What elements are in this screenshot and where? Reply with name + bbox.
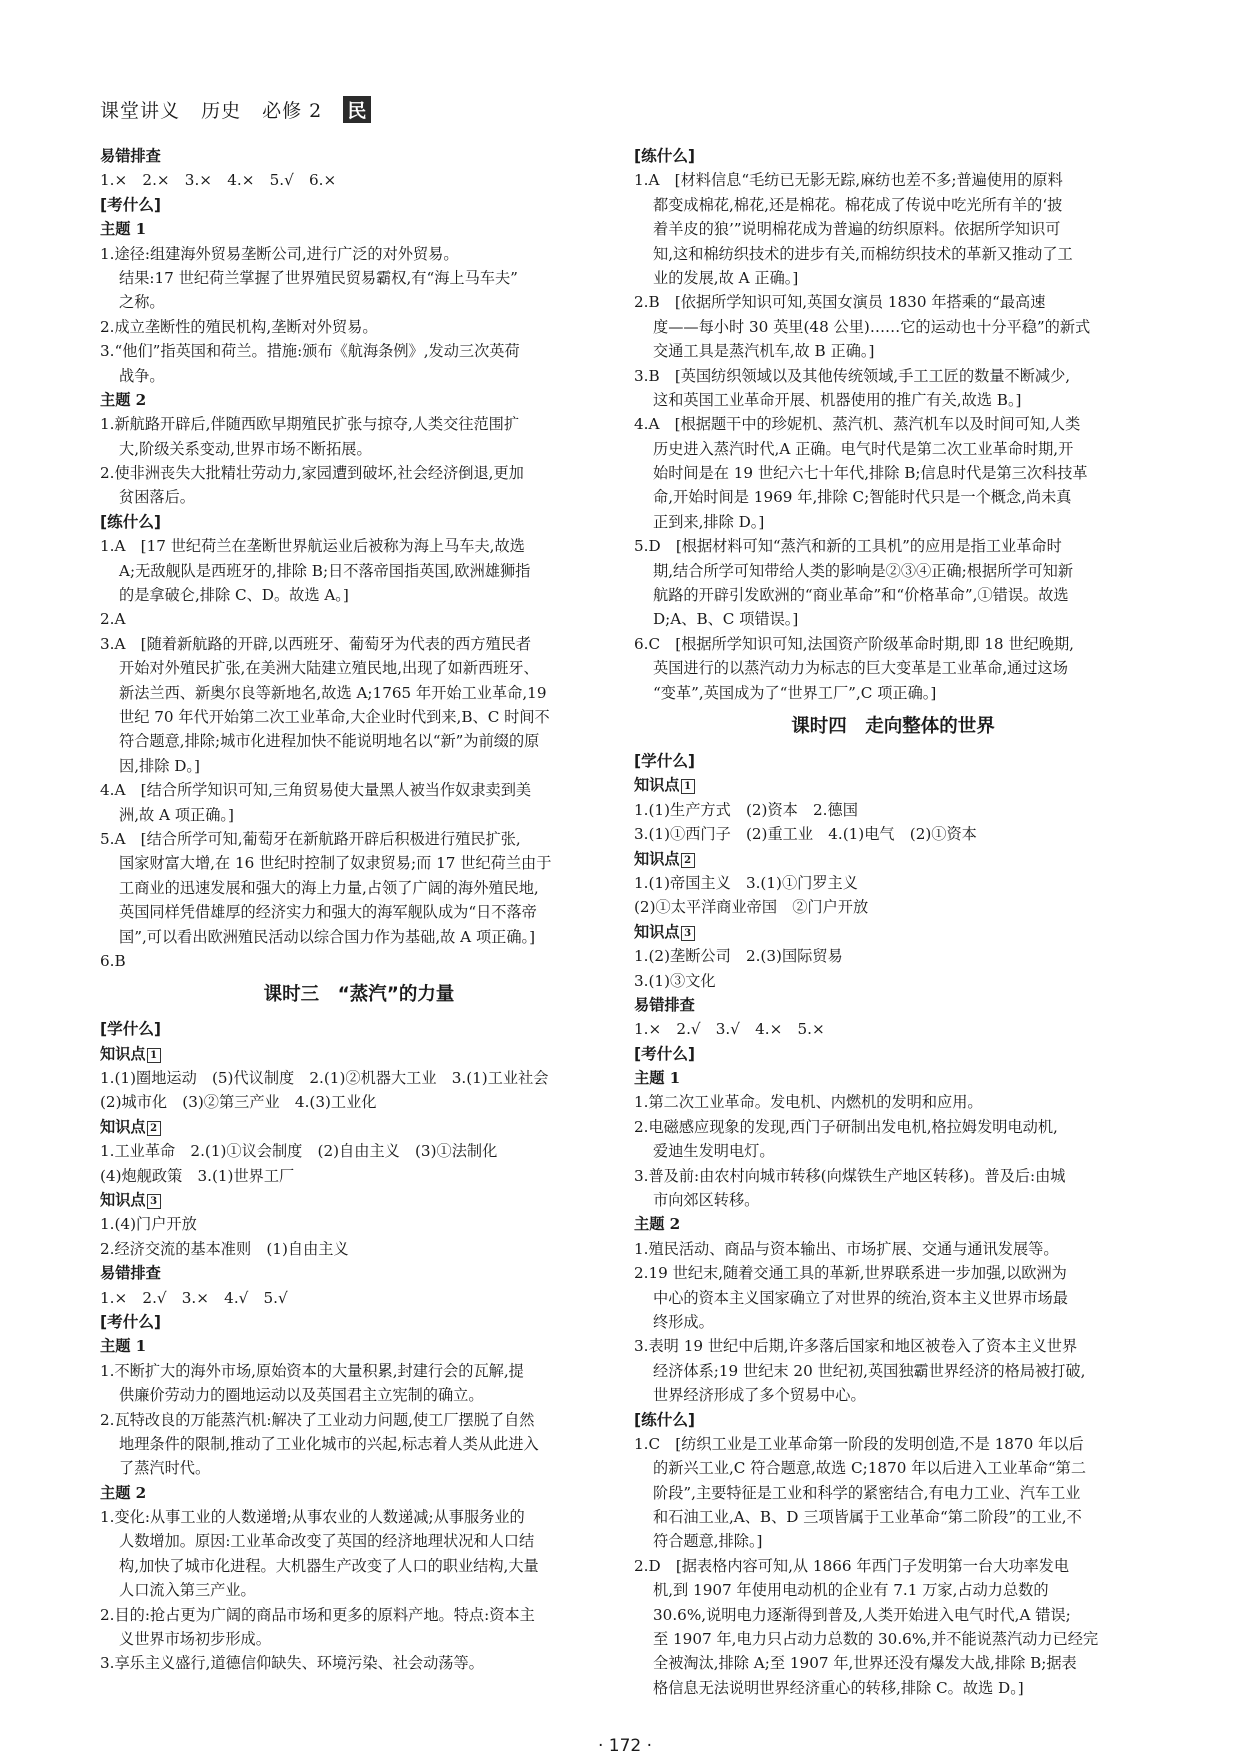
- text-line-text: 3.表明 19 世纪中后期,许多落后国家和地区被卷入了资本主义世界: [634, 1337, 1078, 1356]
- text-line: [100, 778, 618, 802]
- text-line-continued-text: 大,阶级关系变动,世界市场不断拓展。: [119, 439, 372, 458]
- text-line-continued-text: 贫困落后。: [119, 488, 195, 507]
- text-line-continued-text: 市向郊区转移。: [653, 1191, 760, 1210]
- text-line-continued: [100, 1383, 618, 1407]
- text-line: [100, 1139, 618, 1163]
- text-line-continued-text: 人数增加。原因:工业革命改变了英国的经济地理状况和人口结: [119, 1532, 535, 1551]
- text-line: [634, 1432, 1152, 1456]
- section-heading-text: [考什么]: [100, 1312, 162, 1331]
- text-line-continued: [100, 583, 618, 607]
- text-line-continued-text: 格信息无法说明世界经济重心的转移,排除 C。故选 D。]: [653, 1678, 1024, 1697]
- section-heading-text: [考什么]: [100, 195, 162, 214]
- text-line-continued-text: 的新兴工业,C 符合题意,故选 C;1870 年以后进入工业革命“第二: [653, 1459, 1087, 1478]
- text-line-continued: [634, 1310, 1152, 1334]
- text-line-continued: [634, 1603, 1152, 1627]
- text-line-text: 2.成立垄断性的殖民机构,垄断对外贸易。: [100, 317, 378, 336]
- text-line-text: 6.C [根据所学知识可知,法国资产阶级革命时期,即 18 世纪晚期,: [634, 634, 1074, 653]
- text-line-continued-text: 机,到 1907 年使用电动机的企业有 7.1 万家,占动力总数的: [653, 1581, 1049, 1600]
- text-line: [100, 607, 618, 631]
- text-line-text: 1.× 2.√ 3.√ 4.× 5.×: [634, 1020, 825, 1039]
- text-line-continued: [634, 485, 1152, 509]
- text-line-continued: [100, 656, 618, 680]
- text-line-continued-text: D;A、B、C 项错误。]: [653, 610, 799, 629]
- text-line-continued-text: 知,这和棉纺织技术的进步有关,而棉纺织技术的革新又推动了工: [653, 244, 1073, 263]
- text-line-continued: [100, 559, 618, 583]
- text-line-continued-text: 业的发展,故 A 正确。]: [653, 268, 799, 287]
- text-line-continued-text: 和石油工业,A、B、D 三项皆属于工业革命“第二阶段”的工业,不: [653, 1508, 1082, 1527]
- section-heading-text: [学什么]: [100, 1020, 162, 1039]
- text-line: [100, 632, 618, 656]
- text-line: [634, 632, 1152, 656]
- text-line-continued: [634, 217, 1152, 241]
- text-line-continued: [634, 266, 1152, 290]
- text-line-continued: [634, 1676, 1152, 1700]
- text-line: [100, 1603, 618, 1627]
- text-line: [634, 1115, 1152, 1139]
- subheading: [634, 847, 1152, 871]
- text-line-continued: [634, 583, 1152, 607]
- text-line-text: 1.(1)生产方式 (2)资本 2.德国: [634, 800, 858, 819]
- text-line-continued: [100, 1554, 618, 1578]
- text-line-text: 2.电磁感应现象的发现,西门子研制出发电机,格拉姆发明电动机,: [634, 1117, 1058, 1136]
- text-line-continued-text: 了蒸汽时代。: [119, 1459, 211, 1478]
- section-heading: [634, 1408, 1152, 1432]
- subheading-text: 知识点: [634, 922, 680, 941]
- knowledge-point-number: 2: [681, 853, 695, 868]
- subheading: [634, 1212, 1152, 1236]
- text-line-continued-text: 义世界市场初步形成。: [119, 1630, 271, 1649]
- text-line: [100, 1090, 618, 1114]
- text-line-continued-text: 工商业的迅速发展和强大的海上力量,占领了广阔的海外殖民地,: [119, 878, 539, 897]
- subheading-text: 易错排查: [100, 1264, 161, 1283]
- text-line-text: 2.经济交流的基本准则 (1)自由主义: [100, 1239, 349, 1258]
- text-line-continued: [100, 729, 618, 753]
- page-number: · 172 ·: [597, 1736, 653, 1756]
- section-heading-text: [学什么]: [634, 751, 696, 770]
- text-line-text: 3.“他们”指英国和荷兰。措施:颁布《航海条例》,发动三次英荷: [100, 342, 520, 361]
- text-line-continued: [100, 1456, 618, 1480]
- text-line-continued: [100, 1578, 618, 1602]
- text-line: [634, 822, 1152, 846]
- text-line: [100, 534, 618, 558]
- text-line-text: 1.× 2.√ 3.× 4.√ 5.√: [100, 1288, 288, 1307]
- section-heading-text: [练什么]: [634, 147, 696, 165]
- text-line: [100, 1286, 618, 1310]
- text-line-continued-text: 30.6%,说明电力逐渐得到普及,人类开始进入电气时代,A 错误;: [653, 1605, 1071, 1624]
- text-line-continued: [634, 1359, 1152, 1383]
- text-line-text: 3.普及前:由农村向城市转移(向煤铁生产地区转移)。普及后:由城: [634, 1166, 1066, 1185]
- subheading-text: 主题 2: [100, 390, 147, 409]
- lesson-title-text: 课时三 “蒸汽”的力量: [263, 984, 455, 1006]
- text-line: [100, 1651, 618, 1675]
- page-header: [100, 96, 371, 123]
- text-line-continued: [100, 364, 618, 388]
- text-line-continued-text: 历史进入蒸汽时代,A 正确。电气时代是第二次工业革命时期,开: [653, 439, 1074, 458]
- text-line-continued-text: 英国同样凭借雄厚的经济实力和强大的海军舰队成为“日不落帝: [119, 903, 537, 922]
- text-line: [634, 871, 1152, 895]
- text-line-text: (2)①太平洋商业帝国 ②门户开放: [634, 898, 869, 917]
- text-line: [634, 1334, 1152, 1358]
- subheading-text: 主题 1: [100, 1337, 147, 1356]
- series-title: 课堂讲义: [100, 100, 181, 122]
- text-line-continued: [634, 510, 1152, 534]
- text-line-continued-text: 因,排除 D。]: [119, 756, 200, 775]
- subject-label: 历史: [201, 100, 242, 122]
- text-line-continued: [100, 900, 618, 924]
- knowledge-point-number: 3: [147, 1194, 161, 1209]
- text-line-continued: [100, 1529, 618, 1553]
- lesson-title: [634, 705, 1152, 749]
- subheading: [100, 1334, 618, 1358]
- text-line-text: 1.× 2.× 3.× 4.× 5.√ 6.×: [100, 171, 337, 190]
- text-line-text: 1.(4)门户开放: [100, 1215, 197, 1234]
- text-line-continued: [634, 1529, 1152, 1553]
- text-line-continued: [634, 1456, 1152, 1480]
- text-line-continued: [100, 705, 618, 729]
- text-line-continued-text: 全被淘汰,排除 A;至 1907 年,世界还没有爆发大战,排除 B;据表: [653, 1654, 1077, 1673]
- section-heading: [100, 193, 618, 217]
- text-line-continued: [100, 925, 618, 949]
- text-line-continued: [100, 1432, 618, 1456]
- text-line-continued-text: 地理条件的限制,推动了工业化城市的兴起,标志着人类从此进入: [119, 1434, 539, 1453]
- text-line: [100, 1164, 618, 1188]
- text-line-continued-text: 始时间是在 19 世纪六七十年代,排除 B;信息时代是第三次科技革: [653, 464, 1088, 483]
- subheading-text: 主题 2: [634, 1215, 681, 1234]
- text-line-text: 2.B [依据所学知识可知,英国女演员 1830 年搭乘的“最高速: [634, 293, 1046, 312]
- text-line-continued-text: 开始对外殖民扩张,在美洲大陆建立殖民地,出现了如新西班牙、: [119, 659, 539, 678]
- subheading: [100, 388, 618, 412]
- text-line: [634, 1017, 1152, 1041]
- text-line: [634, 412, 1152, 436]
- text-line-continued-text: 期,结合所学可知带给人类的影响是②③④正确;根据所学可知新: [653, 561, 1074, 580]
- text-line: [100, 1359, 618, 1383]
- text-line-continued-text: 世纪 70 年代开始第二次工业革命,大企业时代到来,B、C 时间不: [119, 707, 550, 726]
- section-heading: [634, 749, 1152, 773]
- text-line-continued: [634, 1481, 1152, 1505]
- text-line: [100, 1066, 618, 1090]
- text-line-text: 2.19 世纪末,随着交通工具的革新,世界联系进一步加强,以欧洲为: [634, 1264, 1067, 1283]
- text-line-text: 2.目的:抢占更为广阔的商品市场和更多的原料产地。特点:资本主: [100, 1605, 535, 1624]
- section-heading: [634, 144, 1152, 168]
- text-line-continued-text: “变革”,英国成为了“世界工厂”,C 项正确。]: [653, 683, 937, 702]
- subheading-text: 主题 1: [634, 1069, 681, 1088]
- text-line-text: 5.A [结合所学可知,葡萄牙在新航路开辟后积极进行殖民扩张,: [100, 829, 521, 848]
- text-line-continued: [634, 1505, 1152, 1529]
- text-line-text: 1.途径:组建海外贸易垄断公司,进行广泛的对外贸易。: [100, 244, 459, 263]
- text-line: [634, 1261, 1152, 1285]
- section-heading: [100, 510, 618, 534]
- text-line-text: (4)炮舰政策 3.(1)世界工厂: [100, 1166, 295, 1185]
- left-column: [100, 144, 618, 1676]
- subheading: [100, 1188, 618, 1212]
- text-line: [634, 168, 1152, 192]
- text-line: [100, 1408, 618, 1432]
- text-line-continued-text: 国”,可以看出欧洲殖民活动以综合国力作为基础,故 A 项正确。]: [119, 927, 536, 946]
- subheading-text: 知识点: [100, 1044, 146, 1063]
- text-line-continued: [634, 1627, 1152, 1651]
- text-line-text: 1.变化:从事工业的人数递增;从事农业的人数递减;从事服务业的: [100, 1508, 525, 1527]
- text-line: [100, 168, 618, 192]
- text-line-continued: [100, 754, 618, 778]
- text-line-continued: [634, 339, 1152, 363]
- subheading: [100, 1481, 618, 1505]
- text-line-text: (2)城市化 (3)②第三产业 4.(3)工业化: [100, 1093, 377, 1112]
- text-line-continued-text: 交通工具是蒸汽机车,故 B 正确。]: [653, 342, 875, 361]
- knowledge-point-number: 2: [147, 1121, 161, 1136]
- text-line: [100, 315, 618, 339]
- subheading-text: 知识点: [100, 1117, 146, 1136]
- text-line-continued: [634, 1139, 1152, 1163]
- text-line-text: 3.享乐主义盛行,道德信仰缺失、环境污染、社会动荡等。: [100, 1654, 484, 1673]
- text-line: [100, 339, 618, 363]
- text-line-continued-text: 结果:17 世纪荷兰掌握了世界殖民贸易霸权,有“海上马车夫”: [119, 268, 518, 287]
- knowledge-point-number: 1: [681, 779, 695, 794]
- text-line: [100, 827, 618, 851]
- text-line-continued-text: 命,开始时间是 1969 年,排除 C;智能时代只是一个概念,尚未真: [653, 488, 1072, 507]
- text-line-continued: [634, 1578, 1152, 1602]
- text-line-text: 2.D [据表格内容可知,从 1866 年西门子发明第一台大功率发电: [634, 1556, 1070, 1575]
- section-heading: [634, 1042, 1152, 1066]
- text-line: [634, 895, 1152, 919]
- text-line-text: 1.(1)圈地运动 (5)代议制度 2.(1)②机器大工业 3.(1)工业社会: [100, 1069, 549, 1088]
- section-heading: [100, 1310, 618, 1334]
- text-line-text: 1.(2)垄断公司 2.(3)国际贸易: [634, 947, 843, 966]
- text-line-continued: [634, 1651, 1152, 1675]
- text-line-text: 1.A [17 世纪荷兰在垄断世界航运业后被称为海上马车夫,故选: [100, 537, 525, 556]
- text-line-text: 1.A [材料信息“毛纺已无影无踪,麻纺也差不多;普遍使用的原料: [634, 171, 1063, 190]
- text-line-text: 1.不断扩大的海外市场,原始资本的大量积累,封建行会的瓦解,提: [100, 1361, 524, 1380]
- text-line-continued: [634, 437, 1152, 461]
- text-line-continued: [634, 1188, 1152, 1212]
- text-line-continued: [100, 803, 618, 827]
- lesson-title-text: 课时四 走向整体的世界: [791, 715, 995, 737]
- text-line: [100, 242, 618, 266]
- text-line: [634, 1164, 1152, 1188]
- text-line-text: 5.D [根据材料可知“蒸汽和新的工具机”的应用是指工业革命时: [634, 537, 1062, 556]
- text-line: [634, 944, 1152, 968]
- lesson-title: [100, 973, 618, 1017]
- subheading: [100, 1115, 618, 1139]
- text-line: [634, 534, 1152, 558]
- text-line-continued-text: 度——每小时 30 英里(48 公里)……它的运动也十分平稳”的新式: [653, 317, 1091, 336]
- subheading-text: 易错排查: [634, 995, 695, 1014]
- text-line: [634, 969, 1152, 993]
- text-line-continued: [634, 681, 1152, 705]
- section-heading-text: [考什么]: [634, 1044, 696, 1063]
- text-line-continued-text: 正到来,排除 D。]: [653, 512, 765, 531]
- subheading: [100, 144, 618, 168]
- text-line: [634, 1554, 1152, 1578]
- text-line: [100, 461, 618, 485]
- text-line: [100, 1505, 618, 1529]
- text-line-text: 6.B: [100, 951, 126, 970]
- text-line-continued-text: 航路的开辟引发欧洲的“商业革命”和“价格革命”,①错误。故选: [653, 586, 1069, 605]
- text-line-continued-text: 世界经济形成了多个贸易中心。: [653, 1386, 866, 1405]
- volume-label: 必修 2: [262, 100, 323, 122]
- text-line-continued: [100, 876, 618, 900]
- text-line-text: 1.工业革命 2.(1)①议会制度 (2)自由主义 (3)①法制化: [100, 1142, 498, 1161]
- subheading: [100, 1042, 618, 1066]
- text-line-continued-text: 构,加快了城市化进程。大机器生产改变了人口的职业结构,大量: [119, 1556, 539, 1575]
- subheading: [634, 1066, 1152, 1090]
- text-line-text: 1.(1)帝国主义 3.(1)①门罗主义: [634, 873, 858, 892]
- text-line-continued-text: 符合题意,排除。]: [653, 1532, 763, 1551]
- text-line-continued: [634, 1383, 1152, 1407]
- text-line-continued: [100, 681, 618, 705]
- subheading-text: 主题 2: [100, 1483, 147, 1502]
- subheading-text: 知识点: [634, 776, 680, 795]
- text-line-continued-text: 经济体系;19 世纪末 20 世纪初,英国独霸世界经济的格局被打破,: [653, 1361, 1086, 1380]
- text-line-text: 3.B [英国纺织领域以及其他传统领域,手工工匠的数量不断减少,: [634, 366, 1071, 385]
- text-line-continued: [634, 242, 1152, 266]
- text-line-continued-text: 国家财富大增,在 16 世纪时控制了奴隶贸易;而 17 世纪荷兰由于: [119, 854, 552, 873]
- text-line-text: 1.新航路开辟后,伴随西欧早期殖民扩张与掠夺,人类交往范围扩: [100, 415, 520, 434]
- text-line-continued: [634, 559, 1152, 583]
- section-heading-text: [练什么]: [634, 1410, 696, 1429]
- text-line-continued-text: 终形成。: [653, 1312, 714, 1331]
- text-line-text: 1.C [纺织工业是工业革命第一阶段的发明创造,不是 1870 年以后: [634, 1434, 1084, 1453]
- text-line-continued-text: A;无敌舰队是西班牙的,排除 B;日不落帝国指英国,欧洲雄狮指: [119, 561, 531, 580]
- text-line-text: 1.殖民活动、商品与资本输出、市场扩展、交通与通讯发展等。: [634, 1239, 1059, 1258]
- text-line-text: 2.使非洲丧失大批精壮劳动力,家园遭到破坏,社会经济倒退,更加: [100, 464, 524, 483]
- text-line-continued: [634, 1286, 1152, 1310]
- text-line-text: 4.A [根据题干中的珍妮机、蒸汽机、蒸汽机车以及时间可知,人类: [634, 415, 1081, 434]
- text-line-text: 2.瓦特改良的万能蒸汽机:解决了工业动力问题,使工厂摆脱了自然: [100, 1410, 535, 1429]
- subheading: [100, 1261, 618, 1285]
- section-heading: [100, 1017, 618, 1041]
- text-line: [634, 290, 1152, 314]
- text-line-continued: [100, 437, 618, 461]
- subheading: [100, 217, 618, 241]
- subheading: [634, 993, 1152, 1017]
- text-line-continued-text: 供廉价劳动力的圈地运动以及英国君主立宪制的确立。: [119, 1386, 484, 1405]
- text-line-continued-text: 至 1907 年,电力只占动力总数的 30.6%,并不能说蒸汽动力已经完: [653, 1630, 1099, 1649]
- text-line-continued-text: 的是拿破仑,排除 C、D。故选 A。]: [119, 586, 349, 605]
- text-line: [100, 1237, 618, 1261]
- text-line-continued: [634, 193, 1152, 217]
- text-line-continued-text: 都变成棉花,棉花,还是棉花。棉花成了传说中吃光所有羊的‘披: [653, 195, 1063, 214]
- text-line-continued: [100, 266, 618, 290]
- text-line-continued-text: 人口流入第三产业。: [119, 1581, 256, 1600]
- text-line-continued-text: 新法兰西、新奥尔良等新地名,故选 A;1765 年开始工业革命,19: [119, 683, 547, 702]
- text-line-continued: [100, 290, 618, 314]
- knowledge-point-number: 1: [147, 1048, 161, 1063]
- text-line-continued: [634, 656, 1152, 680]
- text-line-continued-text: 着羊皮的狼’”说明棉花成为普遍的纺织原料。依据所学知识可: [653, 220, 1061, 239]
- text-line-continued: [100, 485, 618, 509]
- text-line-text: 3.(1)①西门子 (2)重工业 4.(1)电气 (2)①资本: [634, 825, 977, 844]
- section-heading-text: [练什么]: [100, 512, 162, 531]
- edition-badge: 民: [343, 96, 371, 123]
- text-line: [634, 798, 1152, 822]
- text-line-continued-text: 洲,故 A 项正确。]: [119, 805, 234, 824]
- text-line-continued: [634, 607, 1152, 631]
- text-line-continued-text: 之称。: [119, 293, 165, 312]
- subheading-text: 易错排查: [100, 147, 161, 165]
- text-line-continued: [634, 388, 1152, 412]
- text-line: [100, 949, 618, 973]
- subheading-text: 知识点: [100, 1191, 146, 1210]
- text-line: [100, 1212, 618, 1236]
- subheading: [634, 773, 1152, 797]
- text-line-continued: [634, 315, 1152, 339]
- subheading-text: 知识点: [634, 849, 680, 868]
- right-column: [634, 144, 1152, 1700]
- text-line-text: 3.(1)③文化: [634, 971, 716, 990]
- text-line-continued: [634, 461, 1152, 485]
- text-line-continued-text: 战争。: [119, 366, 165, 385]
- subheading-text: 主题 1: [100, 220, 147, 239]
- text-line: [634, 1090, 1152, 1114]
- text-line-continued: [100, 851, 618, 875]
- text-line-continued-text: 这和英国工业革命开展、机器使用的推广有关,故选 B。]: [653, 390, 1022, 409]
- text-line: [634, 364, 1152, 388]
- text-line-text: 1.第二次工业革命。发电机、内燃机的发明和应用。: [634, 1093, 983, 1112]
- text-line-continued-text: 阶段”,主要特征是工业和科学的紧密结合,有电力工业、汽车工业: [653, 1483, 1081, 1502]
- text-line: [634, 1237, 1152, 1261]
- text-line: [100, 412, 618, 436]
- text-line-continued-text: 爱迪生发明电灯。: [653, 1142, 775, 1161]
- text-line-continued: [100, 1627, 618, 1651]
- text-line-text: 3.A [随着新航路的开辟,以西班牙、葡萄牙为代表的西方殖民者: [100, 634, 532, 653]
- text-line-text: 4.A [结合所学知识可知,三角贸易使大量黑人被当作奴隶卖到美: [100, 781, 532, 800]
- text-line-continued-text: 英国进行的以蒸汽动力为标志的巨大变革是工业革命,通过这场: [653, 659, 1068, 678]
- knowledge-point-number: 3: [681, 926, 695, 941]
- text-line-continued-text: 符合题意,排除;城市化进程加快不能说明地名以“新”为前缀的原: [119, 732, 540, 751]
- text-line-continued-text: 中心的资本主义国家确立了对世界的统治,资本主义世界市场最: [653, 1288, 1068, 1307]
- text-line-text: 2.A: [100, 610, 126, 629]
- subheading: [634, 920, 1152, 944]
